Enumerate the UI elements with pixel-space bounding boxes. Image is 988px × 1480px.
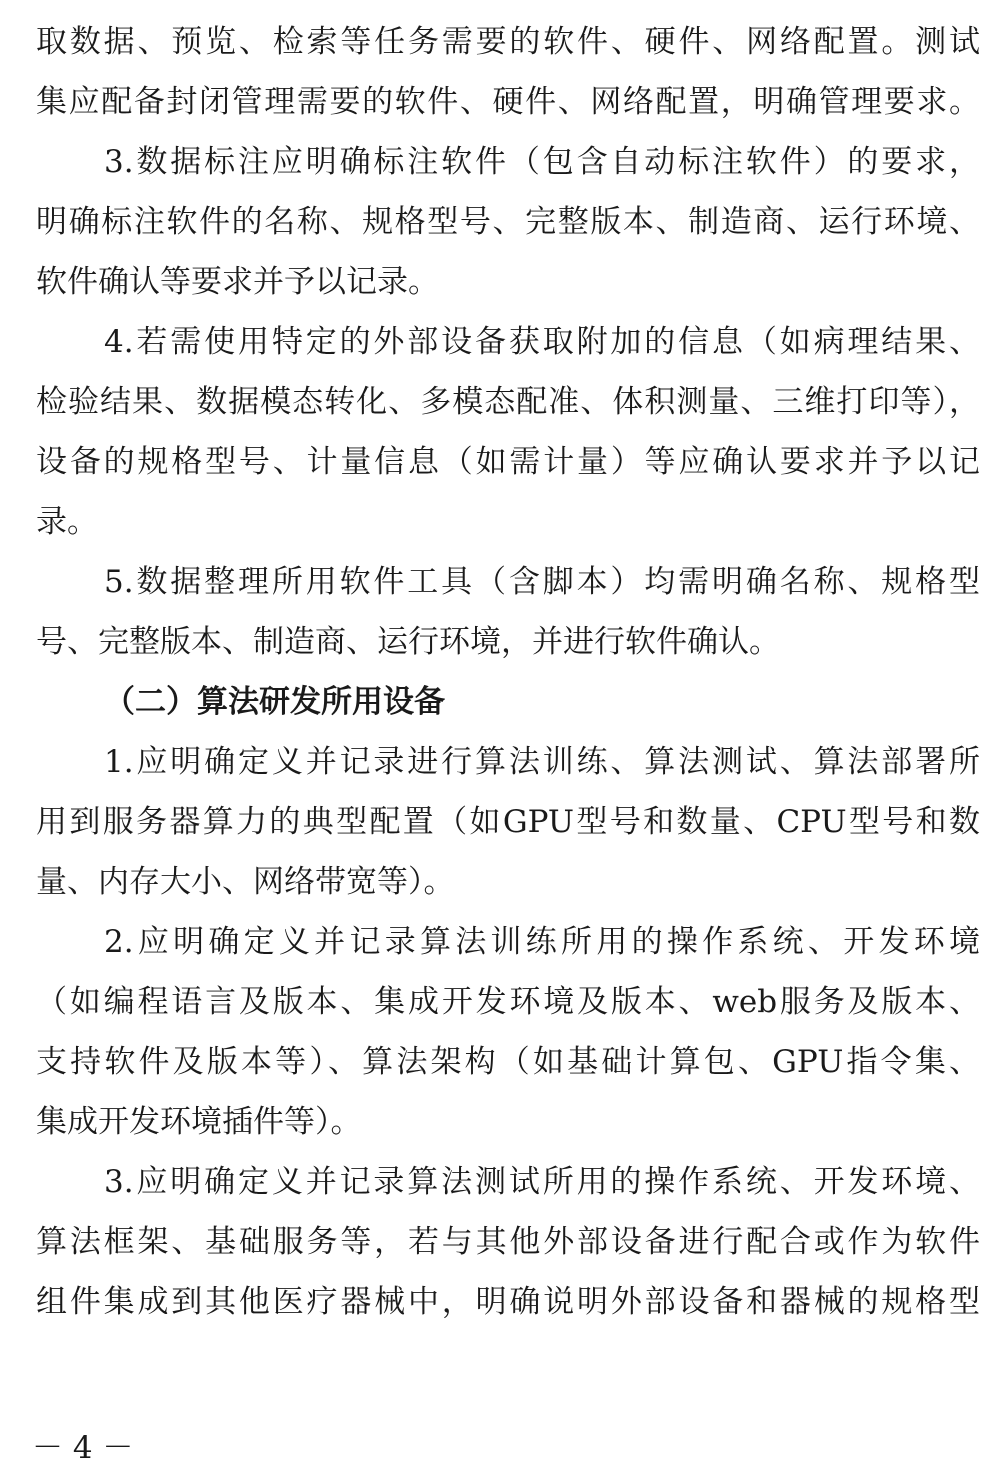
section-heading-text: （二）算法研发所用设备: [104, 684, 445, 720]
text-line-2-content: 集应配备封闭管理需要的软件、硬件、网络配置，明确管理要求。: [36, 84, 980, 120]
text-line-2: [0, 72, 980, 132]
algo-item-2-line-3: [0, 1032, 980, 1092]
item-3-line-3: [0, 252, 980, 312]
algo-item-2-line-4: [0, 1092, 980, 1152]
algo-item-3-line-1-content: 3.应明确定义并记录算法测试所用的操作系统、开发环境、: [104, 1164, 980, 1200]
algo-item-3-line-3: [0, 1272, 980, 1332]
item-4-line-1: [0, 312, 980, 372]
item-3-line-2: [0, 192, 980, 252]
algo-item-2-line-2: [0, 972, 980, 1032]
item-4-line-4-content: 录。: [36, 504, 98, 540]
item-4-line-3-content: 设备的规格型号、计量信息（如需计量）等应确认要求并予以记: [36, 444, 980, 480]
item-3-line-1: [0, 132, 980, 192]
algo-item-2-line-1-content: 2.应明确定义并记录算法训练所用的操作系统、开发环境: [104, 924, 980, 960]
item-4-line-1-content: 4.若需使用特定的外部设备获取附加的信息（如病理结果、: [104, 324, 980, 360]
text-line-1: [0, 12, 980, 72]
algo-item-1-line-2: [0, 792, 980, 852]
algo-item-2-line-2-content: （如编程语言及版本、集成开发环境及版本、web服务及版本、: [36, 984, 980, 1020]
algo-item-1-line-3-content: 量、内存大小、网络带宽等）。: [36, 864, 455, 900]
item-5-line-2: [0, 612, 980, 672]
algo-item-1-line-1-content: 1.应明确定义并记录进行算法训练、算法测试、算法部署所: [104, 744, 980, 780]
algo-item-3-line-2: [0, 1212, 980, 1272]
item-4-line-3: [0, 432, 980, 492]
section-heading: [0, 672, 980, 732]
algo-item-3-line-1: [0, 1152, 980, 1212]
item-5-line-1: [0, 552, 980, 612]
algo-item-1-line-2-content: 用到服务器算力的典型配置（如GPU型号和数量、CPU型号和数: [36, 804, 980, 840]
item-5-line-1-content: 5.数据整理所用软件工具（含脚本）均需明确名称、规格型: [104, 564, 980, 600]
page-number: － 4 －: [32, 1430, 134, 1466]
algo-item-1-line-3: [0, 852, 980, 912]
item-4-line-2: [0, 372, 980, 432]
algo-item-3-line-3-content: 组件集成到其他医疗器械中，明确说明外部设备和器械的规格型: [36, 1284, 980, 1320]
item-4-line-4: [0, 492, 980, 552]
item-5-line-2-content: 号、完整版本、制造商、运行环境，并进行软件确认。: [36, 624, 780, 660]
item-4-line-2-content: 检验结果、数据模态转化、多模态配准、体积测量、三维打印等），: [36, 384, 980, 420]
text-line-1-content: 取数据、预览、检索等任务需要的软件、硬件、网络配置。测试: [36, 24, 980, 60]
item-3-line-2-content: 明确标注软件的名称、规格型号、完整版本、制造商、运行环境、: [36, 204, 980, 240]
algo-item-2-line-4-content: 集成开发环境插件等）。: [36, 1104, 362, 1140]
algo-item-2-line-3-content: 支持软件及版本等）、算法架构（如基础计算包、GPU指令集、: [36, 1044, 980, 1080]
algo-item-1-line-1: [0, 732, 980, 792]
item-3-line-3-content: 软件确认等要求并予以记录。: [36, 264, 439, 300]
algo-item-2-line-1: [0, 912, 980, 972]
algo-item-3-line-2-content: 算法框架、基础服务等，若与其他外部设备进行配合或作为软件: [36, 1224, 980, 1260]
item-3-line-1-content: 3.数据标注应明确标注软件（包含自动标注软件）的要求，: [104, 144, 980, 180]
